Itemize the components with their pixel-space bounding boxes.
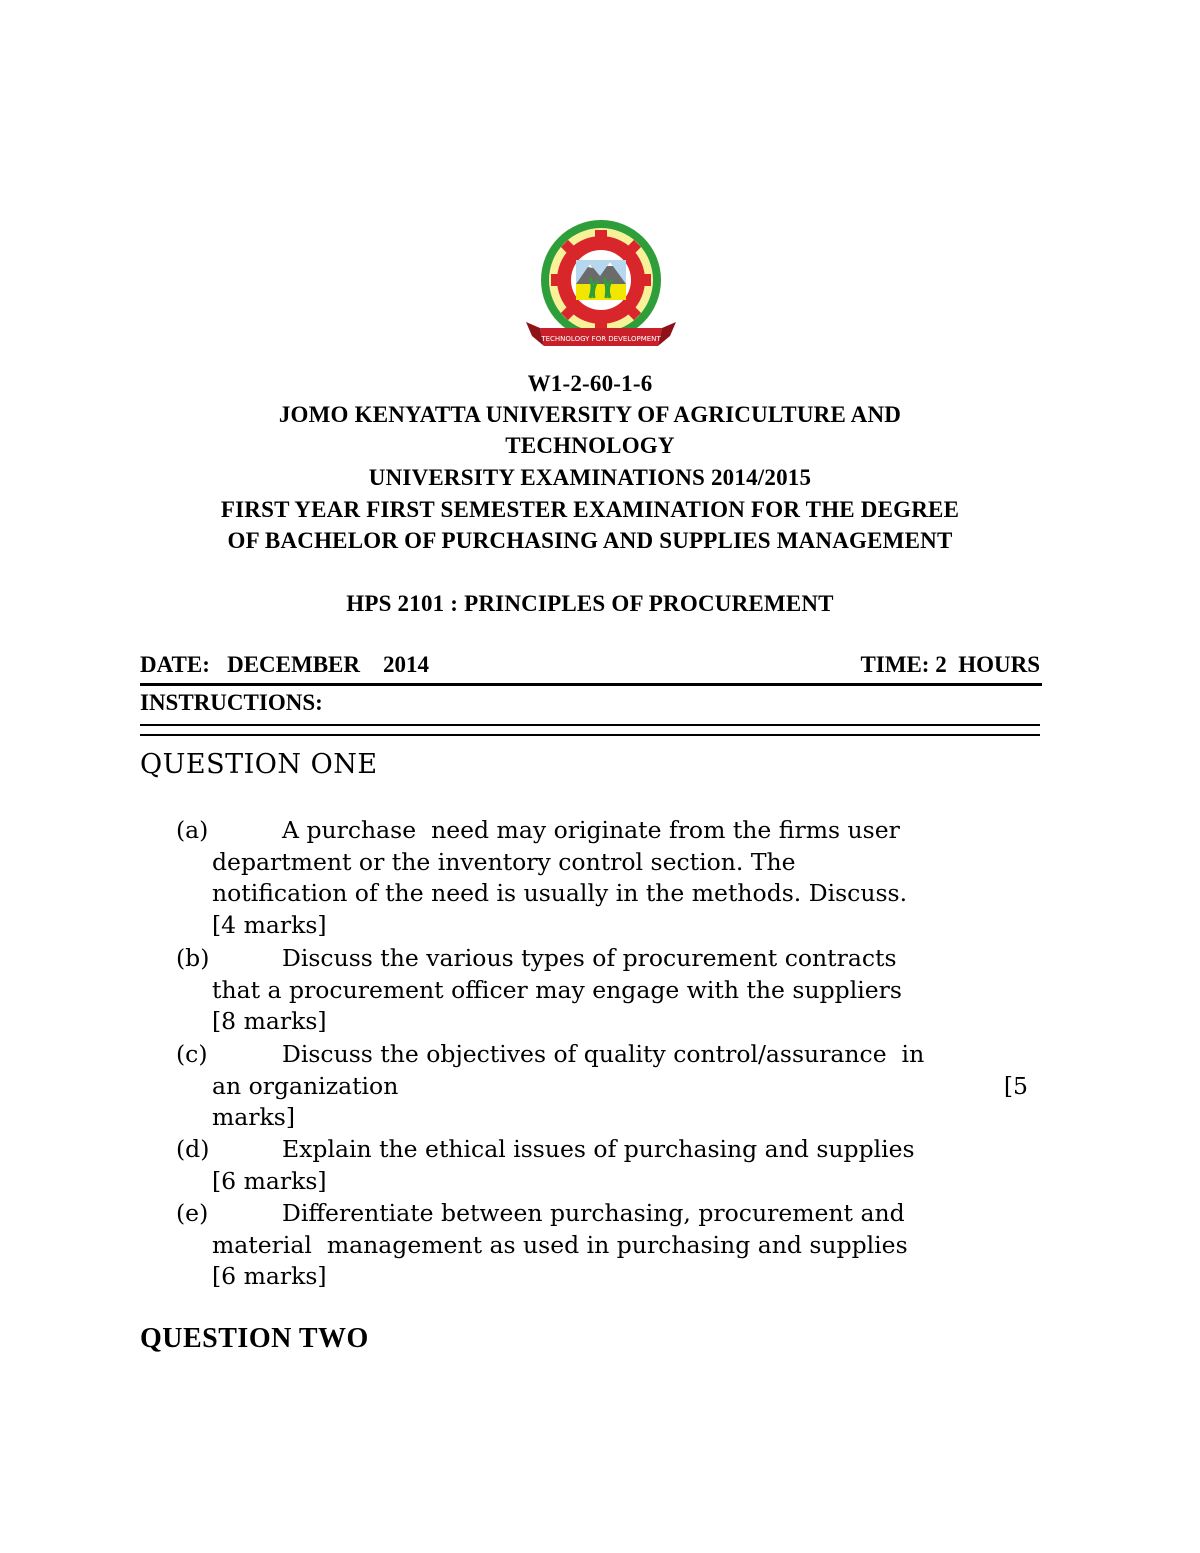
item-text: Discuss the objectives of quality control/assurance in xyxy=(282,1040,925,1068)
item-text: an organization xyxy=(212,1071,399,1100)
item-text: notification of the need is usually in the methods. Discuss. xyxy=(212,879,908,908)
item-label: (c) xyxy=(176,1040,208,1068)
item-text: Discuss the various types of procurement contracts xyxy=(282,944,897,972)
item-text: material management as used in purchasing and supplies xyxy=(212,1230,908,1259)
item-marks: [6 marks] xyxy=(212,1262,327,1291)
item-text: department or the inventory control section. The xyxy=(212,847,796,876)
item-marks-fragment: [5 xyxy=(1003,1071,1028,1100)
exam-session: UNIVERSITY EXAMINATIONS 2014/2015 xyxy=(368,465,812,490)
item-label: (d) xyxy=(176,1135,210,1163)
question-one-title: QUESTION ONE xyxy=(140,749,378,780)
logo-banner-text: TECHNOLOGY FOR DEVELOPMENT xyxy=(541,335,661,343)
item-label: (e) xyxy=(176,1199,209,1227)
exam-time: TIME: 2 HOURS xyxy=(860,652,1040,677)
instructions-label: INSTRUCTIONS: xyxy=(140,690,323,715)
item-marks: [4 marks] xyxy=(212,911,327,940)
header-rule xyxy=(140,683,1042,686)
item-marks: [6 marks] xyxy=(212,1166,327,1195)
question-item-e xyxy=(176,1198,1036,1293)
question-item-c xyxy=(176,1039,1036,1134)
item-marks: [8 marks] xyxy=(212,1007,327,1036)
university-name-line1: JOMO KENYATTA UNIVERSITY OF AGRICULTURE AND xyxy=(278,402,902,427)
item-label: (b) xyxy=(176,944,210,972)
university-name-line2: TECHNOLOGY xyxy=(505,433,675,458)
question-item-a xyxy=(176,815,1036,942)
item-marks: marks] xyxy=(212,1103,295,1132)
degree-line1: FIRST YEAR FIRST SEMESTER EXAMINATION FOR THE DEGREE xyxy=(220,497,960,522)
course-title: HPS 2101 : PRINCIPLES OF PROCUREMENT xyxy=(346,591,834,616)
item-text: A purchase need may originate from the firms user xyxy=(282,816,900,844)
item-text: Differentiate between purchasing, procurement and xyxy=(282,1199,905,1227)
double-rule xyxy=(140,724,1040,736)
university-logo xyxy=(518,218,684,358)
item-text: that a procurement officer may engage with the suppliers xyxy=(212,975,902,1004)
exam-code: W1-2-60-1-6 xyxy=(527,371,653,396)
question-two-title: QUESTION TWO xyxy=(140,1323,369,1354)
item-text: Explain the ethical issues of purchasing and supplies xyxy=(282,1135,915,1163)
question-item-d xyxy=(176,1134,1036,1197)
degree-line2: OF BACHELOR OF PURCHASING AND SUPPLIES MANAGEMENT xyxy=(227,528,953,553)
item-label: (a) xyxy=(176,816,209,844)
exam-date: DATE: DECEMBER 2014 xyxy=(140,652,430,677)
question-item-b xyxy=(176,943,1036,1038)
